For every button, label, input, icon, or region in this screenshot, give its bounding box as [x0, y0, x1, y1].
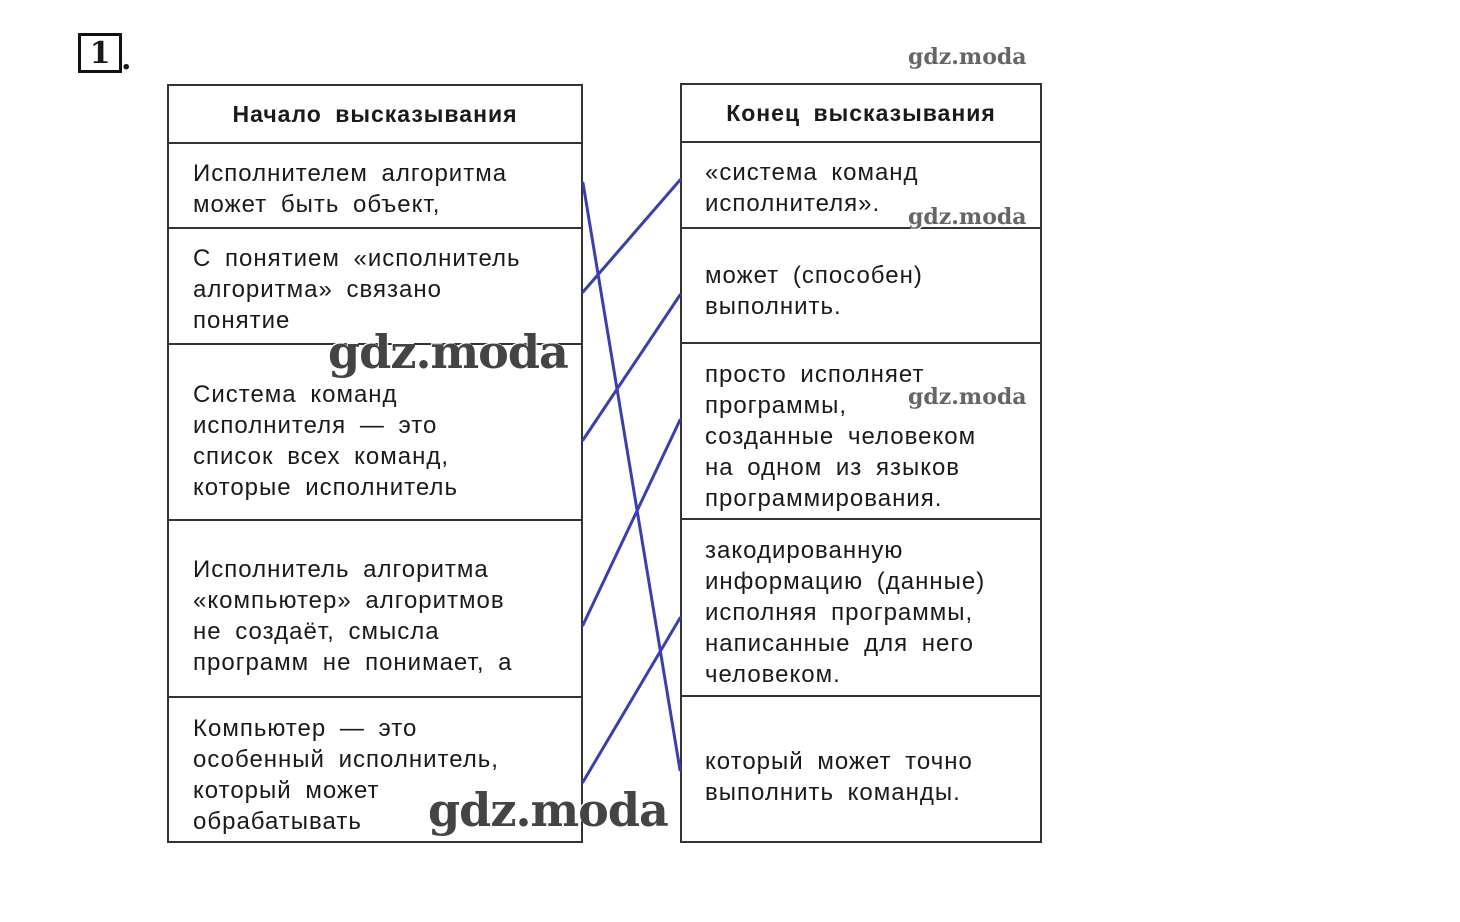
watermark: gdz.moda — [908, 204, 1027, 230]
connection-line-3-to-2 — [583, 295, 680, 440]
connection-line-4-to-3 — [583, 420, 680, 625]
connection-line-1-to-5 — [583, 183, 680, 770]
right-item-text: «система команд исполнителя». — [705, 159, 919, 217]
watermark: gdz.moda — [328, 325, 568, 379]
left-column-header-label: Начало высказывания — [232, 100, 518, 127]
left-item-text: Система команд исполнителя — это список всех команд, которые исполнитель — [193, 381, 458, 501]
watermark: gdz.moda — [908, 44, 1027, 70]
task-number-dot: . — [121, 42, 132, 77]
right-column-header-label: Конец высказывания — [726, 99, 996, 126]
connection-line-2-to-1 — [583, 180, 680, 292]
left-item-text: С понятием «исполнитель алгоритма» связано понятие — [193, 245, 521, 334]
left-item-text: Исполнителем алгоритма может быть объект, — [193, 160, 508, 218]
watermark: gdz.moda — [428, 783, 668, 837]
left-item-text: Компьютер — это особенный исполнитель, который может обрабатывать — [193, 715, 499, 835]
left-item-text: Исполнитель алгоритма «компьютер» алгоритмов не создаёт, смысла программ не понимает, а — [193, 556, 513, 676]
task-number: 1 — [89, 35, 111, 71]
right-item-text: просто исполняет программы, созданные человеком на одном из языков программирования. — [705, 361, 977, 512]
right-item-text: закодированную информацию (данные) исполняя программы, написанные для него человеком. — [705, 537, 986, 688]
right-item-text: может (способен) выполнить. — [705, 262, 923, 320]
right-item-text: который может точно выполнить команды. — [705, 748, 973, 806]
watermark: gdz.moda — [908, 384, 1027, 410]
connection-line-5-to-4 — [583, 618, 680, 782]
